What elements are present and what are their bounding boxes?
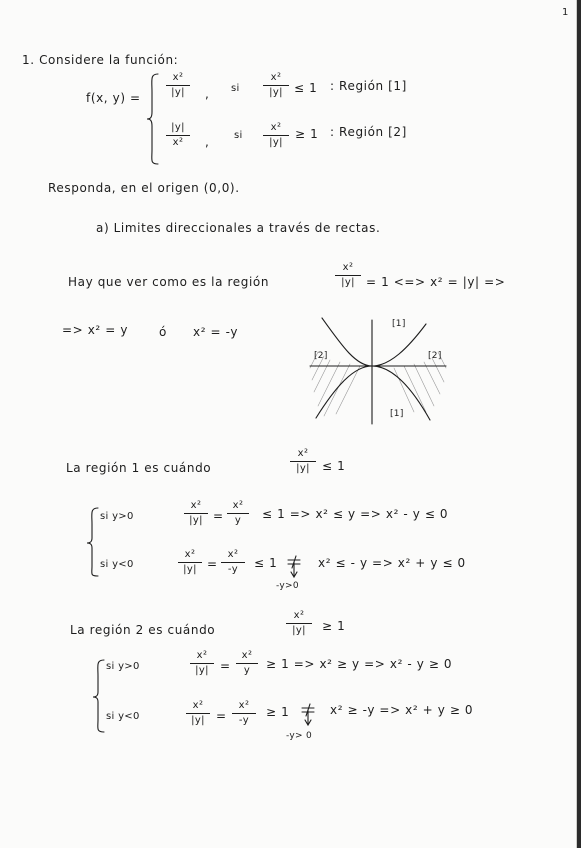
graph-label-right: [2] [428, 351, 442, 361]
region1-row2-fraction-a: x² |y| [178, 549, 202, 576]
region1-row2-note: -y>0 [276, 581, 299, 591]
case2-region-label: : Región [2] [330, 125, 407, 139]
case2-condition-fraction: x² |y| [263, 122, 289, 149]
region2-row1-condition: si y>0 [106, 661, 140, 672]
parabola-y-equals-minus-x-squared [316, 366, 430, 420]
region1-relation: ≤ 1 [322, 459, 346, 473]
case2-si: si [234, 130, 243, 141]
region1-row1-rest: ≤ 1 => x² ≤ y => x² - y ≤ 0 [262, 507, 449, 521]
region2-row1-equals: = [220, 659, 231, 673]
prompt-text: Responda, en el origen (0,0). [48, 181, 240, 195]
case1-region-label: : Región [1] [330, 79, 407, 93]
graph-label-top: [1] [392, 319, 406, 329]
region2-row1-rest: ≥ 1 => x² ≥ y => x² - y ≥ 0 [266, 657, 453, 671]
region2-row2-equals: = [216, 709, 227, 723]
region2-row2-fraction-b: x² -y [232, 700, 256, 727]
case1-fraction: x² |y| [166, 72, 190, 99]
function-lhs: f(x, y) = [86, 91, 141, 105]
region1-row1-fraction-a: x² |y| [184, 500, 208, 527]
case2-fraction: |y| x² [166, 122, 190, 149]
region2-row2-note: -y> 0 [286, 731, 313, 741]
case1-si: si [231, 83, 240, 94]
region2-row1-fraction-a: x² |y| [190, 650, 214, 677]
region1-text: La región 1 es cuándo [66, 461, 212, 475]
region-fraction: x² |y| [335, 262, 361, 289]
parabola-y-equals-x-squared [322, 318, 426, 366]
region2-brace [92, 658, 106, 734]
graph-label-left: [2] [314, 351, 328, 361]
region1-row2-condition: si y<0 [100, 559, 134, 570]
region-equation: = 1 <=> x² = |y| => [366, 275, 506, 289]
region2-relation: ≥ 1 [322, 619, 346, 633]
region1-brace [86, 506, 100, 578]
implies-down-arrow-icon [282, 550, 306, 580]
region2-row2-rest-b: x² ≥ -y => x² + y ≥ 0 [330, 703, 474, 717]
case1-comma: , [205, 87, 210, 101]
parabola-eq-2: x² = -y [193, 325, 239, 339]
case2-relation: ≥ 1 [295, 127, 319, 141]
region2-fraction: x² |y| [286, 610, 312, 637]
case1-condition-fraction: x² |y| [263, 72, 289, 99]
parabola-eq-1: => x² = y [62, 323, 129, 337]
page-number: 1 [562, 7, 569, 18]
region-2-hatching [310, 352, 446, 416]
piecewise-brace [146, 72, 160, 166]
region2-row2-rest-a: ≥ 1 [266, 705, 290, 719]
problem-heading: 1. Considere la función: [22, 53, 179, 67]
region2-row2-fraction-a: x² |y| [186, 700, 210, 727]
part-a-title: a) Limites direccionales a través de rectas. [96, 221, 381, 235]
region2-row1-fraction-b: x² y [236, 650, 258, 677]
region1-row2-rest-a: ≤ 1 [254, 556, 278, 570]
region1-row2-fraction-b: x² -y [221, 549, 245, 576]
region1-row1-equals: = [213, 509, 224, 523]
region1-row1-condition: si y>0 [100, 511, 134, 522]
region1-row2-equals: = [207, 557, 218, 571]
region2-text: La región 2 es cuándo [70, 623, 216, 637]
region2-row2-condition: si y<0 [106, 711, 140, 722]
page-edge [577, 0, 581, 848]
implies-down-arrow-icon-2 [296, 698, 320, 728]
case2-comma: , [205, 135, 210, 149]
region1-row2-rest-b: x² ≤ - y => x² + y ≤ 0 [318, 556, 466, 570]
region1-fraction: x² |y| [290, 448, 316, 475]
case1-relation: ≤ 1 [294, 81, 318, 95]
region1-row1-fraction-b: x² y [227, 500, 249, 527]
or-text: ó [159, 325, 167, 339]
graph-label-bottom: [1] [390, 409, 404, 419]
region-text: Hay que ver como es la región [68, 275, 270, 289]
parabola-sketch [300, 312, 460, 432]
